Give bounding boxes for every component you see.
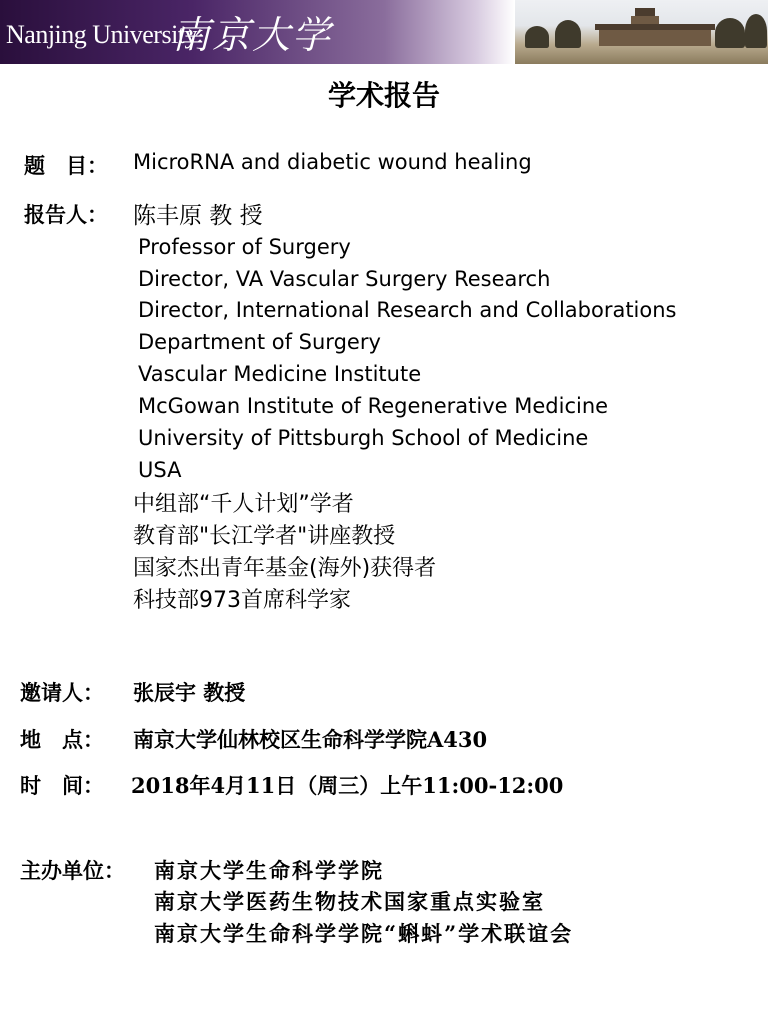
speaker-honor-line: 科技部973首席科学家 xyxy=(133,588,351,613)
organizer-item: 南京大学生命科学学院“蝌蚪”学术联谊会 xyxy=(154,921,574,946)
organizer-item: 南京大学医药生物技术国家重点实验室 xyxy=(154,889,545,914)
organizer-item: 南京大学生命科学学院 xyxy=(154,858,384,883)
speaker-title-line: Director, VA Vascular Surgery Research xyxy=(138,267,551,291)
speaker-honor-line: 中组部“千人计划”学者 xyxy=(133,492,354,517)
topic-value: MicroRNA and diabetic wound healing xyxy=(133,150,532,174)
speaker-title-line: USA xyxy=(138,458,182,482)
organizers-label: 主办单位： xyxy=(20,858,125,883)
speaker-name: 陈丰原 教 授 xyxy=(133,203,263,229)
speaker-honor-line: 教育部"长江学者"讲座教授 xyxy=(133,524,396,549)
location-value: 南京大学仙林校区生命科学学院A430 xyxy=(133,727,488,752)
university-name-english: Nanjing University xyxy=(6,20,198,49)
location-label: 地 点： xyxy=(20,727,104,752)
inviter-label: 邀请人： xyxy=(20,680,104,705)
header-banner xyxy=(0,0,768,64)
speaker-title-line: Department of Surgery xyxy=(138,330,381,354)
inviter-value: 张辰宇 教授 xyxy=(133,680,246,705)
university-name-calligraphy: 南京大学 xyxy=(172,13,333,57)
speaker-label: 报告人： xyxy=(24,202,108,227)
speaker-title-line: Director, International Research and Collaborations xyxy=(138,298,677,322)
campus-photo xyxy=(515,0,768,64)
time-label: 时 间： xyxy=(20,773,104,798)
speaker-honor-line: 国家杰出青年基金(海外)获得者 xyxy=(133,556,437,581)
topic-label: 题 目： xyxy=(24,153,108,178)
speaker-title-line: Vascular Medicine Institute xyxy=(138,362,422,386)
speaker-title-line: Professor of Surgery xyxy=(138,235,351,259)
page-title: 学术报告 xyxy=(327,79,440,112)
time-value: 2018年4月11日（周三）上午11:00-12:00 xyxy=(131,773,564,798)
speaker-title-line: McGowan Institute of Regenerative Medicine xyxy=(138,394,609,418)
speaker-title-line: University of Pittsburgh School of Medicine xyxy=(138,426,589,450)
